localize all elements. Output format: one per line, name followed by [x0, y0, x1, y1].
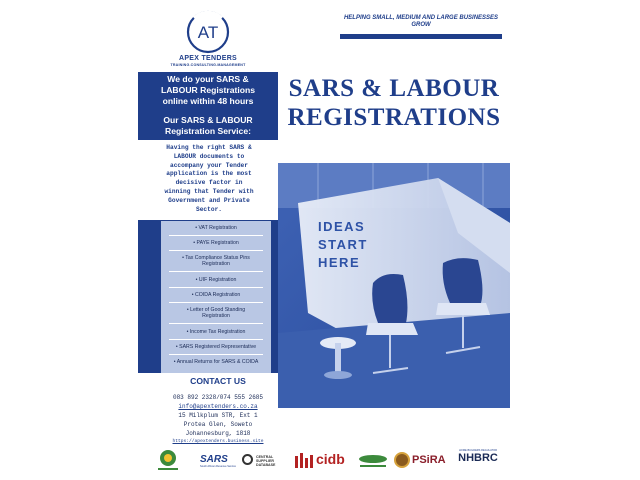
flyer-page [138, 0, 510, 480]
service-divider [169, 287, 263, 288]
nhbrc-logo [454, 448, 502, 474]
service-item [161, 292, 271, 298]
nhbrc-logo-text: NHBRC [458, 452, 498, 464]
brand-tagline: TRAINING.CONSULTING.MANAGEMENT [170, 63, 246, 67]
sign-line: HERE [318, 255, 361, 270]
nhbrc-logo-subtitle: HOME BUILDERS REGULATOR [458, 449, 498, 452]
service-label: • Letter of Good Standing [186, 307, 246, 313]
registration-headline [138, 74, 278, 107]
service-item [161, 277, 271, 283]
contact-address: 15 Milkplum STR, Ext 1 [178, 412, 258, 419]
csd-logo [242, 448, 288, 474]
cidb-logo-text: cidb [316, 451, 345, 467]
sign-line: START [318, 237, 368, 252]
sars-logo [200, 448, 244, 474]
service-label: • COIDA Registration [191, 292, 241, 298]
service-divider [169, 302, 263, 303]
main-title [278, 74, 510, 132]
service-label: • SARS Registered Representative [175, 344, 257, 350]
sign-line: IDEAS [318, 219, 366, 234]
service-divider [169, 354, 263, 355]
service-item [161, 255, 271, 267]
service-label: • UIF Registration [195, 277, 237, 283]
labour-dept-logo [154, 448, 182, 474]
service-label: • Tax Compliance Status Pins [182, 255, 250, 261]
service-divider [169, 271, 263, 272]
headline-line: LABOUR Registrations [160, 85, 256, 95]
service-heading-line: Our SARS & LABOUR [163, 115, 253, 125]
service-label: Registration [202, 261, 230, 268]
main-title-line: REGISTRATIONS [287, 104, 501, 131]
psira-logo [394, 448, 450, 474]
service-divider [169, 235, 263, 236]
service-divider [169, 339, 263, 340]
sars-logo-subtitle: South African Revenue Service [200, 465, 236, 468]
main-title-line: SARS & LABOUR [288, 75, 500, 102]
cidb-emblem-icon [294, 452, 314, 468]
service-item [161, 344, 271, 350]
service-label: • Annual Returns for SARS & COIDA [173, 359, 259, 365]
service-heading [138, 115, 278, 137]
services-list [161, 221, 271, 373]
service-divider [169, 250, 263, 251]
service-item [161, 240, 271, 246]
sars-logo-text: SARS [200, 454, 228, 465]
service-label: • VAT Registration [195, 225, 237, 231]
intro-line: decisive factor in [175, 179, 243, 187]
service-heading-line: Registration Service: [165, 126, 251, 136]
intro-line: LABOUR documents to [173, 152, 245, 160]
cipc-logo [356, 448, 390, 474]
contact-phones: 083 892 2328/074 555 2685 [172, 394, 263, 401]
service-item [161, 225, 271, 231]
logo-monogram: AT [197, 23, 219, 42]
office-photo [278, 163, 510, 408]
csd-emblem-icon [242, 454, 253, 465]
headline-line: We do your SARS & [167, 74, 249, 84]
psira-logo-text: PSiRA [412, 454, 446, 466]
intro-line: Sector. [196, 205, 222, 213]
intro-line: winning that Tender with [164, 187, 254, 195]
intro-line: application is the most [166, 170, 252, 178]
csd-logo-text: CENTRAL SUPPLIER DATABASE [256, 455, 276, 468]
top-tagline-line: GROW [411, 22, 431, 28]
contact-address: Johannesburg, 1818 [185, 430, 251, 437]
intro-line: accompany your Tender [170, 161, 248, 169]
service-item [161, 329, 271, 335]
apex-tenders-logo [186, 10, 230, 54]
service-label: • Income Tax Registration [186, 329, 246, 335]
contact-address: Protea Glen, Soweto [183, 421, 253, 428]
service-item [161, 359, 271, 365]
top-tagline-line: HELPING SMALL, MEDIUM AND LARGE BUSINESSES [343, 15, 499, 21]
intro-line: Having the right SARS & [166, 144, 252, 151]
service-item [161, 307, 271, 319]
service-divider [169, 323, 263, 324]
intro-paragraph [144, 144, 274, 214]
headline-line: online within 48 hours [162, 96, 254, 106]
contact-heading: CONTACT US [190, 376, 246, 386]
service-label: Registration [202, 313, 230, 320]
contact-website-link[interactable]: https://apextenders.business.site [172, 439, 264, 444]
intro-line: Government and Private [168, 196, 250, 204]
psira-emblem-icon [394, 452, 410, 468]
service-label: • PAYE Registration [193, 240, 239, 246]
cidb-logo [294, 448, 352, 474]
contact-email-link[interactable]: info@apextenders.co.za [178, 403, 258, 410]
brand-name: APEX TENDERS [178, 55, 238, 62]
tagline-bar [340, 34, 502, 39]
